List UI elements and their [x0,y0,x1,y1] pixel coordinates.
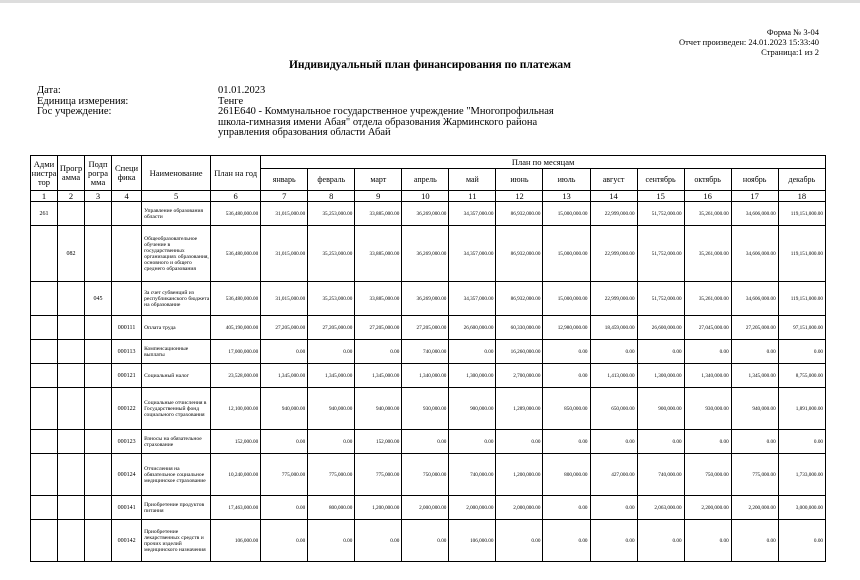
cell-subprogram [85,430,112,454]
top-border [0,0,860,3]
cell-month-value: 1,345,000.00 [261,364,308,388]
cell-month-value: 800,000.00 [308,496,355,520]
header-month: сентябрь [637,169,684,191]
cell-month-value: 0.00 [684,520,731,562]
cell-month-value: 2,200,000.00 [731,496,778,520]
cell-month-value: 51,752,000.00 [637,282,684,316]
cell-month-value: 0.00 [308,430,355,454]
cell-month-value: 1,345,000.00 [308,364,355,388]
header-month: октябрь [684,169,731,191]
cell-admin [31,496,58,520]
cell-month-value: 35,261,000.00 [684,202,731,226]
cell-month-value: 740,000.00 [449,454,496,496]
header-month: март [355,169,402,191]
header-month: июнь [496,169,543,191]
header-plan: План на год [211,156,261,191]
cell-program [58,388,85,430]
cell-admin [31,340,58,364]
cell-program [58,340,85,364]
cell-specifics: 000123 [112,430,142,454]
table-row [31,430,826,454]
cell-month-value: 0.00 [590,496,637,520]
cell-month-value: 27,205,000.00 [355,316,402,340]
header-month: июль [543,169,590,191]
cell-month-value: 97,151,000.00 [778,316,825,340]
cell-month-value: 1,289,000.00 [496,388,543,430]
cell-month-value: 0.00 [355,340,402,364]
table-row [31,226,826,282]
cell-plan: 405,190,000.00 [211,316,261,340]
cell-name: Приобретение продуктов питания [142,496,211,520]
cell-plan: 106,000.00 [211,520,261,562]
cell-month-value: 86,932,000.00 [496,282,543,316]
cell-month-value: 0.00 [261,340,308,364]
header-month: февраль [308,169,355,191]
header-month: декабрь [778,169,825,191]
cell-month-value: 36,269,000.00 [402,226,449,282]
column-number: 13 [543,191,590,202]
cell-plan: 23,528,000.00 [211,364,261,388]
cell-month-value: 0.00 [590,430,637,454]
cell-program [58,520,85,562]
cell-month-value: 0.00 [590,340,637,364]
cell-name: Отчисления на обязательное социальное медицинское страхование [142,454,211,496]
header-month: август [590,169,637,191]
table-row [31,282,826,316]
date-label: Дата: [37,85,61,96]
column-number: 18 [778,191,825,202]
cell-month-value: 33,885,000.00 [355,226,402,282]
cell-month-value: 15,000,000.00 [543,282,590,316]
cell-name: Социальные отчисления в Государственный фонд социального страхования [142,388,211,430]
header-months-group: План по месяцам [261,156,826,169]
cell-month-value: 22,999,000.00 [590,226,637,282]
cell-month-value: 15,000,000.00 [543,226,590,282]
cell-month-value: 34,606,000.00 [731,202,778,226]
cell-subprogram [85,316,112,340]
cell-plan: 536,480,000.00 [211,226,261,282]
cell-month-value: 0.00 [449,340,496,364]
cell-month-value: 26,600,000.00 [449,316,496,340]
cell-subprogram [85,364,112,388]
org-line: управления образования области Абай [218,127,391,138]
cell-plan: 10,240,000.00 [211,454,261,496]
header-month: апрель [402,169,449,191]
header-month: май [449,169,496,191]
cell-specifics [112,226,142,282]
cell-month-value: 51,752,000.00 [637,202,684,226]
cell-month-value: 0.00 [402,430,449,454]
header-name: Наименование [142,156,211,191]
cell-month-value: 0.00 [496,520,543,562]
cell-subprogram [85,496,112,520]
cell-specifics: 000124 [112,454,142,496]
column-number: 14 [590,191,637,202]
cell-plan: 12,100,000.00 [211,388,261,430]
org-line: 261E640 - Коммунальное государственное учреждение "Многопрофильная [218,106,554,117]
cell-month-value: 27,205,000.00 [308,316,355,340]
column-number: 8 [308,191,355,202]
cell-month-value: 0.00 [684,340,731,364]
cell-month-value: 0.00 [731,520,778,562]
cell-month-value: 775,000.00 [308,454,355,496]
cell-subprogram [85,454,112,496]
cell-specifics [112,202,142,226]
cell-month-value: 15,000,000.00 [543,202,590,226]
cell-month-value: 18,459,000.00 [590,316,637,340]
financing-plan-table [30,155,826,562]
table-row [31,520,826,562]
table-row [31,316,826,340]
cell-month-value: 36,269,000.00 [402,202,449,226]
cell-month-value: 51,752,000.00 [637,226,684,282]
cell-month-value: 3,000,000.00 [778,496,825,520]
cell-month-value: 900,000.00 [449,388,496,430]
cell-specifics: 000122 [112,388,142,430]
table-row [31,388,826,430]
cell-subprogram [85,226,112,282]
header-subprogram: Подп рогра мма [85,156,112,191]
cell-month-value: 27,205,000.00 [261,316,308,340]
cell-month-value: 27,045,000.00 [684,316,731,340]
cell-month-value: 0.00 [543,430,590,454]
cell-month-value: 940,000.00 [261,388,308,430]
cell-month-value: 119,151,000.00 [778,202,825,226]
cell-program: 082 [58,226,85,282]
column-number: 6 [211,191,261,202]
cell-month-value: 0.00 [308,340,355,364]
cell-specifics: 000142 [112,520,142,562]
cell-plan: 152,000.00 [211,430,261,454]
column-number: 2 [58,191,85,202]
cell-month-value: 0.00 [543,364,590,388]
cell-month-value: 0.00 [778,520,825,562]
cell-program [58,496,85,520]
cell-month-value: 2,063,000.00 [637,496,684,520]
org-label: Гос учреждение: [37,106,112,117]
cell-month-value: 0.00 [402,520,449,562]
cell-month-value: 900,000.00 [637,388,684,430]
cell-month-value: 22,999,000.00 [590,202,637,226]
cell-program [58,430,85,454]
unit-value: Тенге [218,95,244,107]
cell-month-value: 35,253,000.00 [308,282,355,316]
cell-month-value: 940,000.00 [308,388,355,430]
header-specifics: Специ фика [112,156,142,191]
cell-specifics: 000141 [112,496,142,520]
cell-name: Оплата труда [142,316,211,340]
unit-label: Единица измерения: [37,95,129,107]
cell-subprogram [85,340,112,364]
cell-month-value: 0.00 [590,520,637,562]
cell-month-value: 36,269,000.00 [402,282,449,316]
table-row [31,340,826,364]
cell-month-value: 2,200,000.00 [684,496,731,520]
cell-plan: 17,000,000.00 [211,340,261,364]
cell-name: Общеобразовательное обучение в государственных организациях образования, основного и общего среднего образования [142,226,211,282]
cell-subprogram [85,202,112,226]
cell-plan: 17,463,000.00 [211,496,261,520]
column-number: 1 [31,191,58,202]
page-indicator: Страница:1 из 2 [761,47,819,57]
cell-month-value: 35,261,000.00 [684,282,731,316]
cell-month-value: 31,015,000.00 [261,202,308,226]
cell-month-value: 22,999,000.00 [590,282,637,316]
cell-month-value: 0.00 [496,430,543,454]
cell-month-value: 0.00 [684,430,731,454]
cell-month-value: 1,345,000.00 [731,364,778,388]
cell-name: Приобретение лекарственных средств и прочих изделий медицинского назначения [142,520,211,562]
cell-month-value: 0.00 [637,340,684,364]
cell-name: Взносы на обязательное страхование [142,430,211,454]
cell-name: Управление образования области [142,202,211,226]
cell-month-value: 0.00 [261,430,308,454]
cell-month-value: 940,000.00 [355,388,402,430]
cell-month-value: 930,000.00 [402,388,449,430]
cell-month-value: 106,000.00 [449,520,496,562]
column-number: 4 [112,191,142,202]
cell-plan: 536,480,000.00 [211,202,261,226]
cell-month-value: 12,980,000.00 [543,316,590,340]
cell-month-value: 1,891,000.00 [778,388,825,430]
cell-specifics: 000121 [112,364,142,388]
cell-month-value: 0.00 [308,520,355,562]
cell-month-value: 0.00 [731,340,778,364]
cell-month-value: 34,357,000.00 [449,282,496,316]
cell-month-value: 0.00 [261,496,308,520]
cell-month-value: 0.00 [449,430,496,454]
cell-month-value: 775,000.00 [261,454,308,496]
cell-month-value: 850,000.00 [543,388,590,430]
org-line: школа-гимназия имени Абая" отдела образования Жарминского района [218,116,538,128]
report-meta [679,27,819,57]
cell-admin [31,364,58,388]
cell-month-value: 800,000.00 [543,454,590,496]
cell-month-value: 34,606,000.00 [731,282,778,316]
cell-month-value: 34,357,000.00 [449,202,496,226]
cell-month-value: 2,700,000.00 [496,364,543,388]
column-number: 3 [85,191,112,202]
cell-month-value: 2,000,000.00 [449,496,496,520]
cell-month-value: 0.00 [637,430,684,454]
cell-subprogram [85,388,112,430]
cell-program [58,316,85,340]
column-number: 15 [637,191,684,202]
cell-month-value: 8,755,000.00 [778,364,825,388]
cell-month-value: 0.00 [543,340,590,364]
cell-program [58,364,85,388]
cell-admin [31,388,58,430]
cell-month-value: 1,300,000.00 [449,364,496,388]
cell-admin [31,430,58,454]
cell-specifics: 000111 [112,316,142,340]
header-month: январь [261,169,308,191]
cell-admin [31,282,58,316]
cell-program [58,202,85,226]
column-number: 7 [261,191,308,202]
table-row [31,202,826,226]
cell-month-value: 152,000.00 [355,430,402,454]
cell-month-value: 740,000.00 [402,340,449,364]
cell-specifics [112,282,142,316]
table-row [31,454,826,496]
org-value [218,107,558,139]
cell-admin [31,226,58,282]
cell-month-value: 0.00 [543,496,590,520]
report-timestamp: Отчет произведен: 24.01.2023 15:33:40 [678,37,819,47]
cell-month-value: 35,261,000.00 [684,226,731,282]
document-title: Индивидуальный план финансирования по платежам [288,59,572,71]
document-info [37,86,558,139]
cell-month-value: 31,015,000.00 [261,282,308,316]
cell-month-value: 775,000.00 [355,454,402,496]
cell-month-value: 0.00 [731,430,778,454]
cell-admin [31,316,58,340]
cell-month-value: 86,932,000.00 [496,226,543,282]
cell-month-value: 0.00 [637,520,684,562]
cell-month-value: 1,200,000.00 [355,496,402,520]
cell-name: Социальный налог [142,364,211,388]
cell-month-value: 750,000.00 [684,454,731,496]
column-number: 16 [684,191,731,202]
cell-month-value: 930,000.00 [684,388,731,430]
cell-month-value: 35,253,000.00 [308,202,355,226]
cell-plan: 536,480,000.00 [211,282,261,316]
cell-name: Компенсационные выплаты [142,340,211,364]
cell-month-value: 1,340,000.00 [684,364,731,388]
cell-month-value: 27,205,000.00 [731,316,778,340]
cell-month-value: 775,000.00 [731,454,778,496]
cell-month-value: 34,606,000.00 [731,226,778,282]
cell-month-value: 119,151,000.00 [778,282,825,316]
cell-month-value: 33,885,000.00 [355,282,402,316]
cell-month-value: 27,205,000.00 [402,316,449,340]
cell-month-value: 1,733,000.00 [778,454,825,496]
cell-month-value: 16,260,000.00 [496,340,543,364]
header-program: Прогр амма [58,156,85,191]
cell-admin: 261 [31,202,58,226]
cell-month-value: 427,000.00 [590,454,637,496]
cell-admin [31,454,58,496]
cell-month-value: 86,932,000.00 [496,202,543,226]
cell-month-value: 750,000.00 [402,454,449,496]
cell-subprogram [85,520,112,562]
table-row [31,496,826,520]
cell-month-value: 119,151,000.00 [778,226,825,282]
cell-month-value: 1,345,000.00 [355,364,402,388]
cell-month-value: 2,000,000.00 [496,496,543,520]
cell-program [58,282,85,316]
column-number: 5 [142,191,211,202]
cell-month-value: 1,340,000.00 [402,364,449,388]
cell-month-value: 2,000,000.00 [402,496,449,520]
cell-month-value: 60,330,000.00 [496,316,543,340]
column-number: 10 [402,191,449,202]
cell-month-value: 740,000.00 [637,454,684,496]
cell-month-value: 0.00 [355,520,402,562]
cell-month-value: 0.00 [778,430,825,454]
header-month: ноябрь [731,169,778,191]
column-number: 12 [496,191,543,202]
cell-month-value: 0.00 [778,340,825,364]
form-number: Форма № 3-04 [766,27,819,37]
cell-month-value: 0.00 [261,520,308,562]
cell-month-value: 1,300,000.00 [637,364,684,388]
cell-subprogram: 045 [85,282,112,316]
table-row [31,364,826,388]
date-value: 01.01.2023 [218,85,266,96]
header-admin: Адми нистра тор [31,156,58,191]
cell-month-value: 35,253,000.00 [308,226,355,282]
cell-name: За счет субвенций из республиканского бюджета на образование [142,282,211,316]
column-number: 17 [731,191,778,202]
cell-admin [31,520,58,562]
cell-month-value: 34,357,000.00 [449,226,496,282]
cell-month-value: 1,413,000.00 [590,364,637,388]
column-number: 11 [449,191,496,202]
cell-month-value: 26,600,000.00 [637,316,684,340]
cell-month-value: 1,200,000.00 [496,454,543,496]
cell-month-value: 650,000.00 [590,388,637,430]
cell-month-value: 33,885,000.00 [355,202,402,226]
cell-program [58,454,85,496]
cell-month-value: 0.00 [543,520,590,562]
column-number: 9 [355,191,402,202]
cell-specifics: 000113 [112,340,142,364]
cell-month-value: 940,000.00 [731,388,778,430]
cell-month-value: 31,015,000.00 [261,226,308,282]
